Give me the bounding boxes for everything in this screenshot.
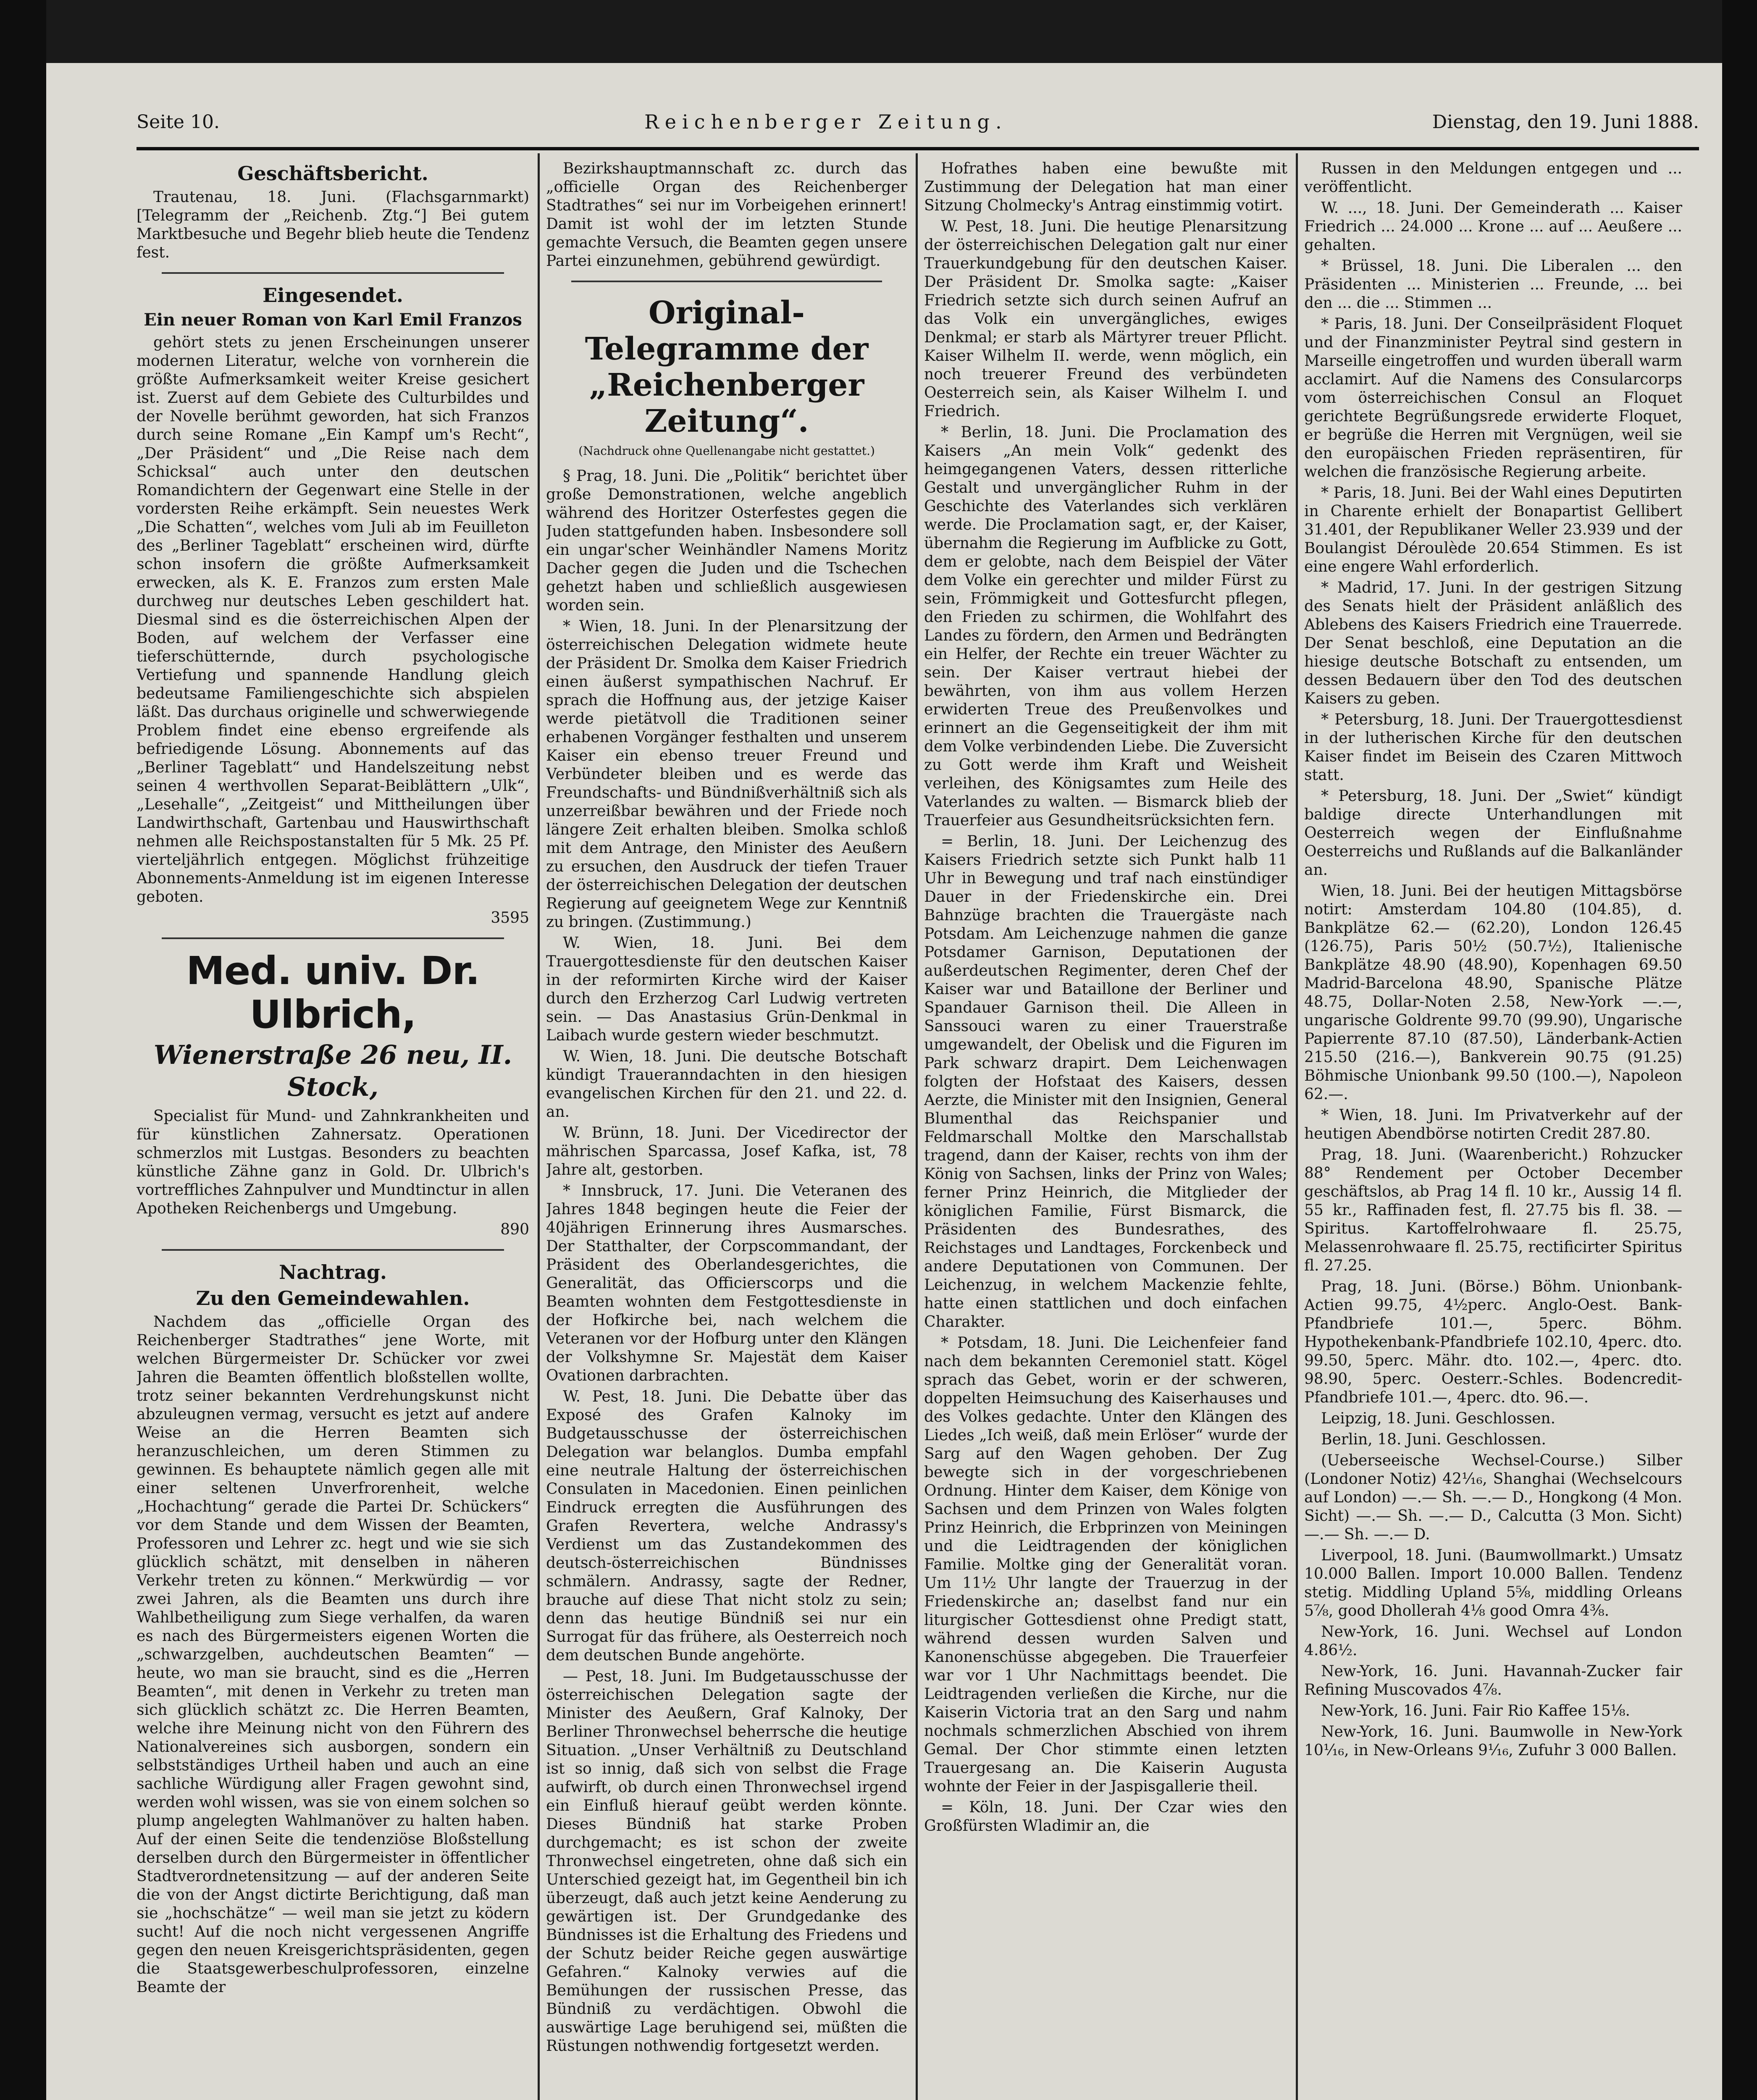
telegram-item: * Petersburg, 18. Juni. Der „Swiet“ kündigt baldige directe Unterhandlungen mit Oesterreich wegen der Einflußnahme Oesterreichs und Rußlands auf die Balkanländer an. <box>1304 788 1682 879</box>
section-divider <box>571 281 882 282</box>
column-2 <box>546 160 907 2100</box>
telegram-item: * Potsdam, 18. Juni. Die Leichenfeier fand nach dem bekannten Ceremoniel statt. Kögel sprach das Gebet, worin er der schweren, doppelten Heimsuchung des Kaiserhauses und des Volkes gedachte. Unter den Klängen des Liedes „Ich weiß, daß mein Erlöser“ wurde der Sarg auf den Wagen gehoben. Der Zug bewegte sich in der vorgeschriebenen Ordnung. Hinter dem Kaiser, dem Könige von Sachsen und dem Prinzen von Wales folgten Prinz Heinrich, die Erbprinzen von Meiningen und die Leidtragenden der königlichen Familie. Moltke ging der Generalität voran. Um 11½ Uhr langte der Trauerzug in der Friedenskirche an; daselbst fand nur ein liturgischer Gottesdienst ohne Predigt statt, während dessen wurden Salven und Kanonenschüsse abgegeben. Die Trauerfeier war vor 1 Uhr Nachmittags beendet. Die Leidtragenden verließen die Kirche, nur die Kaiserin Victoria trat an den Sarg und nahm nochmals schmerzlichen Abschied von ihrem Gemal. Der Chor stimmte einen letzten Trauergesang an. Die Kaiserin Augusta wohnte der Feier in der Jaspisgallerie theil. <box>924 1334 1287 1795</box>
heading-sent-in: Eingesendet. <box>263 284 403 307</box>
telegram-item: — Pest, 18. Juni. Im Budgetausschusse der österreichischen Delegation sagte der Minister des Aeußern, Graf Kalnoky, Der Berliner Thronwechsel beherrsche die heutige Situation. „Unser Verhältniß zu Deutschland ist so innig, daß sich von selbst die Frage aufwirft, ob durch einen Thronwechsel irgend ein Einfluß hierauf geübt werden könnte. Dieses Bündniß hat starke Proben durchgemacht; es ist schon der zweite Thronwechsel eingetreten, ohne daß sich ein Unterschied gezeigt hat, im Gegentheil bin ich überzeugt, daß auch jetzt keine Aenderung zu gewärtigen ist. Der Grundgedanke des Bündnisses ist die Erhaltung des Friedens und der Schutz beider Reiche gegen auswärtige Gefahren.“ Kalnoky verwies auf die Bemühungen der russischen Presse, das Bündniß zu verdächtigen. Obwohl die auswärtige Lage beruhigend sei, müßten die Rüstungen nothwendig fortgesetzt werden. <box>546 1668 907 2055</box>
market-report: New-York, 16. Juni. Baumwolle in New-York 10⅟₁₆, in New-Orleans 9⅟₁₆, Zufuhr 3 000 Ballen. <box>1304 1723 1682 1759</box>
market-report: New-York, 16. Juni. Havannah-Zucker fair Refining Muscovados 4⅞. <box>1304 1663 1682 1698</box>
business-report-text: Trautenau, 18. Juni. (Flachsgarnmarkt) [Telegramm der „Reichenb. Ztg.“] Bei gutem Marktbesuche und Begehr blieb heute die Tendenz fest. <box>137 189 529 261</box>
market-report: Berlin, 18. Juni. Geschlossen. <box>1321 1431 1546 1448</box>
column-4 <box>1304 160 1682 2100</box>
heading-business-report: Geschäftsbericht. <box>237 162 428 185</box>
elections-article-text: Nachdem das „officielle Organ des Reichenberger Stadtrathes“ jene Worte, mit welchen Bürgermeister Dr. Schücker vor zwei Jahren die Beamten öffentlich bloßstellen wollte, trotz seiner bekannten Verdrehungskunst nicht abzuleugnen vermag, versucht es jetzt auf andere Weise an die Herren Beamten sich heranzuschleichen, um deren Stimmen zu gewinnen. Es behauptete nämlich gegen alle mit einer seltenen Unverfrorenheit, welche „Hochachtung“ gerade die Partei Dr. Schückers“ vor dem Stande und dem Wissen der Beamten, Professoren und Lehrer zc. hegt und wie sie sich glücklich schätzt, mit denselben in näheren Verkehr treten zu können.“ Merkwürdig — vor zwei Jahren, als die Beamten uns durch ihre Wahlbetheiligung zum Siege verhalfen, da waren es nach des Bürgermeisters eigenen Worten die „schwarzgelben, auchdeutschen Beamten“ — heute, wo man sie braucht, sind es die „Herren Beamten“, mit denen in Verkehr zu treten man sich glücklich schätzt zc. Die Herren Beamten, welche ihre Meinung nicht von den Führern des Nationalvereines sich ausborgen, sondern ein selbstständiges Urtheil haben und auch an eine sachliche Würdigung aller Fragen gewohnt sind, werden wohl wissen, was sie von einem solchen so plump angelegten Wahlmanöver zu halten haben. Auf der einen Seite die tendenziöse Bloßstellung derselben durch den Bürgermeister in öffentlicher Stadtverordnetensitzung — auf der anderen Seite die von der Angst dictirte Berichtigung, daß man sie „hochschätze“ — weil man sie jetzt zu ködern sucht! Auf die noch nicht vergessenen Angriffe gegen den neuen Kreisgerichtspräsidenten, gegen die Staatsgewerbeschulprofessoren, einzelne Beamte der <box>137 1313 529 1996</box>
telegram-item: = Berlin, 18. Juni. Der Leichenzug des Kaisers Friedrich setzte sich Punkt halb 11 Uhr in Bewegung und traf nach einstündiger Dauer in der Friedenskirche ein. Drei Bahnzüge brachten die Trauergäste nach Potsdam. Am Leichenzuge nahmen die ganze Potsdamer Garnison, Deputationen der außerdeutschen Regimenter, deren Chef der Kaiser war und Bataillone der Berliner und Spandauer Garnison theil. Die Alleen in Sanssouci waren zu einer Trauerstraße umgewandelt, der Obelisk und die Figuren im Park schwarz drapirt. Dem Leichenwagen folgten der Hofstaat des Kaisers, dessen Aerzte, die Minister mit den Insignien, General Blumenthal das Reichspanier und Feldmarschall Moltke den Marschallstab tragend, dann der Kaiser, rechts von ihm der König von Sachsen, links der Prinz von Wales; ferner Prinz Heinrich, die Mitglieder der königlichen Familie, Fürst Bismarck, die Präsidenten des Bundesrathes, des Reichstages und Landtages, Forckenbeck und andere Deputationen von Communen. Der Leichenzug, in welchem Mackenzie fehlte, hatte einen stattlichen und doch einfachen Charakter. <box>924 833 1287 1331</box>
telegram-item: Russen in den Meldungen entgegen und ... veröffentlicht. <box>1304 160 1682 196</box>
ad-doctor-address: Wienerstraße 26 neu, II. Stock, <box>153 1040 512 1102</box>
telegram-item: § Prag, 18. Juni. Die „Politik“ berichtet über große Demonstrationen, welche angeblich während des Horitzer Osterfestes gegen die Juden stattgefunden haben. Insbesondere soll ein ungar'scher Weinhändler Namens Moritz Dacher gegen die Juden und die Tschechen gehetzt haben und schließlich ausgewiesen worden sein. <box>546 467 907 614</box>
telegram-item: W. Pest, 18. Juni. Die Debatte über das Exposé des Grafen Kalnoky im Budgetausschusse der österreichischen Delegation war belanglos. Dumba empfahl eine neutrale Haltung der österreichischen Consulaten in Macedonien. Einen peinlichen Eindruck erregten die Ausführungen des Grafen Reverterа, welche Andrassy's Verdienst um das Zustandekommen des deutsch-österreichischen Bündnisses schmälern. Andrassy, sagte der Redner, brauche auf diese That nicht stolz zu sein; denn das heutige Bündniß sei nur ein Surrogat für das frühere, als Oesterreich noch dem deutschen Bunde angehörte. <box>546 1388 907 1664</box>
telegram-item: * Paris, 18. Juni. Der Conseilpräsident Floquet und der Finanzminister Peytral sind gestern in Marseille eingetroffen und wurden überall warm acclamirt. Auf die Namens des Consularcorps vom österreichischen Consul an Floquet gerichtete Begrüßungsrede erwiderte Floquet, er begrüße die Herren mit Vergnügen, weil sie den europäischen Frieden repräsentiren, für welchen die französische Regierung arbeite. <box>1304 315 1682 480</box>
telegram-item: Hofrathes haben eine bewußte mit Zustimmung der Delegation hat man einer Sitzung Cholmecky's Antrag einstimmig votirt. <box>924 160 1287 214</box>
telegram-item: W. Pest, 18. Juni. Die heutige Plenarsitzung der österreichischen Delegation galt nur einer Trauerkundgebung für den deutschen Kaiser. Der Präsident Dr. Smolka sagte: „Kaiser Friedrich setzte sich durch seinen Aufruf an das Volk ein unvergängliches, ewiges Denkmal; er starb als Märtyrer treuer Pflicht. Kaiser Wilhelm II. werde, wenn möglich, ein noch treuerer Freund des verbündeten Oesterreich sein, als Kaiser Wilhelm I. und Friedrich. <box>924 218 1287 420</box>
telegrams-title: Original-Telegramme der „Reichenberger Zeitung“. <box>585 295 869 439</box>
page-header <box>137 99 1699 145</box>
issue-date: Dienstag, den 19. Juni 1888. <box>1432 111 1699 133</box>
market-report: (Ueberseeische Wechsel-Course.) Silber (Londoner Notiz) 42⅟₁₆, Shanghai (Wechselcours auf London) —.— Sh. —.— D., Hongkong (4 Mon. Sicht) —.— Sh. —.— D., Calcutta (3 Mon. Sicht) —.— Sh. —.— D. <box>1304 1452 1682 1543</box>
column-rule <box>916 153 918 2100</box>
telegram-item: * Madrid, 17. Juni. In der gestrigen Sitzung des Senats hielt der Präsident anläßlich des Ablebens des Kaisers Friedrich eine Trauerrede. Der Senat beschloß, eine Deputation an die hiesige deutsche Botschaft zu entsenden, um dessen Bedauern über den Tod des deutschen Kaisers zu geben. <box>1304 579 1682 707</box>
ad-doctor-text: Specialist für Mund- und Zahnkrankheiten und für künstlichen Zahnersatz. Operationen schmerzlos mit Lustgas. Besonders zu beachten künstliche Zähne ganz in Gold. Dr. Ulbrich's vortreffliches Zahnpulver und Mundtinctur in allen Apotheken Reichenbergs und Umgebung. <box>137 1108 529 1217</box>
heading-elections: Zu den Gemeindewahlen. <box>196 1287 470 1310</box>
section-divider <box>162 937 504 939</box>
novel-article-text: gehört stets zu jenen Erscheinungen unserer modernen Literatur, welche von vornherein die größte Aufmerksamkeit weiter Kreise gesichert ist. Zuerst auf dem Gebiete des Culturbildes und der Novelle berühmt geworden, hat sich Franzos durch seine Romane „Ein Kampf um's Recht“, „Der Präsident“ und „Die Reise nach dem Schicksal“ auch unter den deutschen Romandichtern der Gegenwart eine Stelle in der vordersten Reihe erkämpft. Sein neuestes Werk „Die Schatten“, welches vom Juli ab im Feuilleton des „Berliner Tageblatt“ erscheinen wird, dürfte schon insofern die größte Aufmerksamkeit erwecken, als K. E. Franzos zum ersten Male durchweg nur deutsches Leben geschildert hat. Diesmal sind es die österreichischen Alpen der Boden, auf welchem der Verfasser eine tieferschütternde, durch psychologische Vertiefung und spannende Handlung gleich bedeutsame Familiengeschichte sich abspielen läßt. Das durchaus originelle und schwerwiegende Problem findet eine ebenso ergreifende als befriedigende Lösung. Abonnements auf das „Berliner Tageblatt“ und Handelszeitung nebst seinen 4 werthvollen Separat-Beiblättern „Ulk“, „Lesehalle“, „Zeitgeist“ und Mittheilungen über Landwirthschaft, Gartenbau und Hauswirthschaft nehmen alle Reichspostanstalten für 5 Mk. 25 Pf. vierteljährlich entgegen. Möglichst frühzeitige Abonnements-Anmeldung ist im eigenen Interesse geboten. <box>137 334 529 906</box>
section-divider <box>162 1249 504 1251</box>
column-rule <box>1296 153 1298 2100</box>
telegram-item: * Brüssel, 18. Juni. Die Liberalen ... den Präsidenten ... Ministerien ... Freunde, ... bei den ... die ... Stimmen ... <box>1304 257 1682 312</box>
telegram-item: W. Wien, 18. Juni. Die deutsche Botschaft kündigt Traueranndachten in den hiesigen evangelischen Kirchen für den 21. und 22. d. an. <box>546 1048 907 1121</box>
market-report: * Wien, 18. Juni. Im Privatverkehr auf der heutigen Abendbörse notirten Credit 287.80. <box>1304 1107 1682 1142</box>
section-divider <box>162 272 504 274</box>
telegram-item: * Paris, 18. Juni. Bei der Wahl eines Deputirten in Charente erhielt der Bonapartist Gellibert 31.401, der Republikaner Weller 23.939 und der Boulangist Déroulède 20.654 Stimmen. Es ist eine engere Wahl erforderlich. <box>1304 484 1682 575</box>
notice-number: 3595 <box>491 909 529 927</box>
newspaper-page <box>46 63 1722 2100</box>
telegram-item: = Köln, 18. Juni. Der Czar wies den Großfürsten Wladimir an, die <box>924 1799 1287 1835</box>
telegram-item: * Petersburg, 18. Juni. Der Trauergottesdienst in der lutherischen Kirche für den deutschen Kaiser findet im Beisein des Czaren Mittwoch statt. <box>1304 711 1682 784</box>
ad-doctor-name: Med. univ. Dr. Ulbrich, <box>186 948 480 1037</box>
market-report: New-York, 16. Juni. Wechsel auf London 4.86½. <box>1304 1623 1682 1659</box>
scan-border-right <box>1722 0 1757 2100</box>
market-report: Prag, 18. Juni. (Waarenbericht.) Rohzucker 88° Rendement per October December geschäftslos, ab Prag 14 fl. 10 kr., Aussig 14 fl. 55 kr., Raffinaden fest, fl. 27.75 bis fl. 38. — Spiritus. Kartoffelrohwaare fl. 25.75, Melassenrohwaare fl. 25.75, rectificirter Spiritus fl. 27.25. <box>1304 1146 1682 1274</box>
telegram-item: * Innsbruck, 17. Juni. Die Veteranen des Jahres 1848 begingen heute die Feier der 40jährigen Erinnerung ihres Ausmarsches. Der Statthalter, der Corpscommandant, der Präsident des Oberlandesgerichtes, die Generalität, das Officierscorps und die Beamten wohnten dem Festgottesdienste in der Hofkirche bei, nach welchem die Veteranen vor der Hofburg unter den Klängen der Volkshymne Sr. Majestät dem Kaiser Ovationen darbrachten. <box>546 1182 907 1384</box>
market-report: New-York, 16. Juni. Fair Rio Kaffee 15⅛. <box>1321 1702 1630 1719</box>
telegram-item: W. ..., 18. Juni. Der Gemeinderath ... Kaiser Friedrich ... 24.000 ... Krone ... auf ... Aeußere ... gehalten. <box>1304 200 1682 254</box>
column-rule <box>538 153 540 2100</box>
heading-supplement: Nachtrag. <box>279 1261 387 1284</box>
telegram-item: W. Brünn, 18. Juni. Der Vicedirector der mährischen Sparcassa, Josef Kafka, ist, 78 Jahre alt, gestorben. <box>546 1124 907 1179</box>
heading-novel: Ein neuer Roman von Karl Emil Franzos <box>144 310 522 330</box>
market-report: Leipzig, 18. Juni. Geschlossen. <box>1321 1410 1556 1427</box>
scan-border-left <box>0 0 46 2100</box>
reprint-note: (Nachdruck ohne Quellenangabe nicht gestattet.) <box>578 444 875 458</box>
telegram-item: * Berlin, 18. Juni. Die Proclamation des Kaisers „An mein Volk“ gedenkt des heimgegangenen Vaters, dessen ritterliche Gestalt und unvergänglicher Ruhm in der Geschichte des Vaterlandes sich verklären werde. Die Proclamation sagt, er, der Kaiser, übernahm die Regierung im Aufblicke zu Gott, dem er gelobte, nach dem Beispiel der Väter dem Volke ein gerechter und milder Fürst zu sein, Frömmigkeit und Gottesfurcht pflegen, den Frieden zu schirmen, die Wohlfahrt des Landes zu fördern, den Armen und Bedrängten ein Helfer, der Rechte ein treuer Wächter zu sein. Der Kaiser vertraut hiebei der bewährten, von ihm aus vollem Herzen erwiderten Treue des Preußenvolkes und erinnert an die Gegenseitigkeit der ihm mit dem Volke verbindenden Liebe. Die Zuversicht zu Gott werde ihm Kraft und Weisheit verleihen, des Königsamtes zum Heile des Vaterlandes zu walten. — Bismarck blieb der Trauerfeier aus Gesundheitsrücksichten fern. <box>924 424 1287 829</box>
market-report: Prag, 18. Juni. (Börse.) Böhm. Unionbank-Actien 99.75, 4½perc. Anglo-Oest. Bank-Pfandbriefe 101.—, 5perc. Böhm. Hypothekenbank-Pfandbriefe 102.10, 4perc. dto. 99.50, 5perc. Mähr. dto. 102.—, 4perc. dto. 98.90, 5perc. Oesterr.-Schles. Bodencredit-Pfandbriefe 101.—, 4perc. dto. 96.—. <box>1304 1278 1682 1406</box>
telegram-item: * Wien, 18. Juni. In der Plenarsitzung der österreichischen Delegation widmete heute der Präsident Dr. Smolka dem Kaiser Friedrich einen äußerst sympathischen Nachruf. Er sprach die Hoffnung aus, der jetzige Kaiser werde pietätvoll die Traditionen seiner erhabenen Vorgänger festhalten und unserem Kaiser ein ebenso treuer Freund und Verbündeter bleiben und es werde das Freundschafts- und Bündnißverhältniß sich als unzerreißbar bewähren und der Friede noch längere Zeit erhalten bleiben. Smolka schloß mit dem Antrage, den Minister des Aeußern zu ersuchen, den Ausdruck der tiefen Trauer der österreichischen Delegation der deutschen Regierung auf geeignetem Wege zur Kenntniß zu bringen. (Zustimmung.) <box>546 618 907 931</box>
page-number: Seite 10. <box>137 111 220 133</box>
masthead-title: Reichenberger Zeitung. <box>644 110 1008 133</box>
ad-number: 890 <box>500 1221 529 1238</box>
header-rule <box>137 147 1699 150</box>
column-1 <box>137 160 529 2100</box>
column-3 <box>924 160 1287 2100</box>
telegram-item: W. Wien, 18. Juni. Bei dem Trauergottesdienste für den deutschen Kaiser in der reformirten Kirche wird der Kaiser durch den Erzherzog Carl Ludwig vertreten sein. — Das Anastasius Grün-Denkmal in Laibach wurde gestern wieder beschmutzt. <box>546 934 907 1044</box>
elections-continuation: Bezirkshauptmannschaft zc. durch das „officielle Organ des Reichenberger Stadtrathes“ sei nur im Vorbeigehen erinnert! Damit ist wohl der im letzten Stunde gemachte Versuch, die Beamten gegen unsere Partei einzunehmen, gebührend gewürdigt. <box>546 160 907 270</box>
market-report: Liverpool, 18. Juni. (Baumwollmarkt.) Umsatz 10.000 Ballen. Import 10.000 Ballen. Tendenz stetig. Middling Upland 5⅝, middling Orleans 5⅞, good Dhollerah 4⅛ good Omra 4⅜. <box>1304 1547 1682 1620</box>
market-report: Wien, 18. Juni. Bei der heutigen Mittagsbörse notirt: Amsterdam 104.80 (104.85), d. Bankplätze 62.— (62.20), London 126.45 (126.75), Paris 50½ (50.7½), Italienische Bankplätze 48.90 (48.90), Kopenhagen 69.50 Madrid-Barcelona 48.90, Spanische Plätze 48.75, Dollar-Noten 2.58, New-York —.—, ungarische Goldrente 99.70 (99.90), Ungarische Papierrente 87.10 (87.50), Länderbank-Actien 215.50 (216.—), Bankverein 90.75 (91.25) Böhmische Unionbank 99.50 (100.—), Napoleon 62.—. <box>1304 882 1682 1103</box>
